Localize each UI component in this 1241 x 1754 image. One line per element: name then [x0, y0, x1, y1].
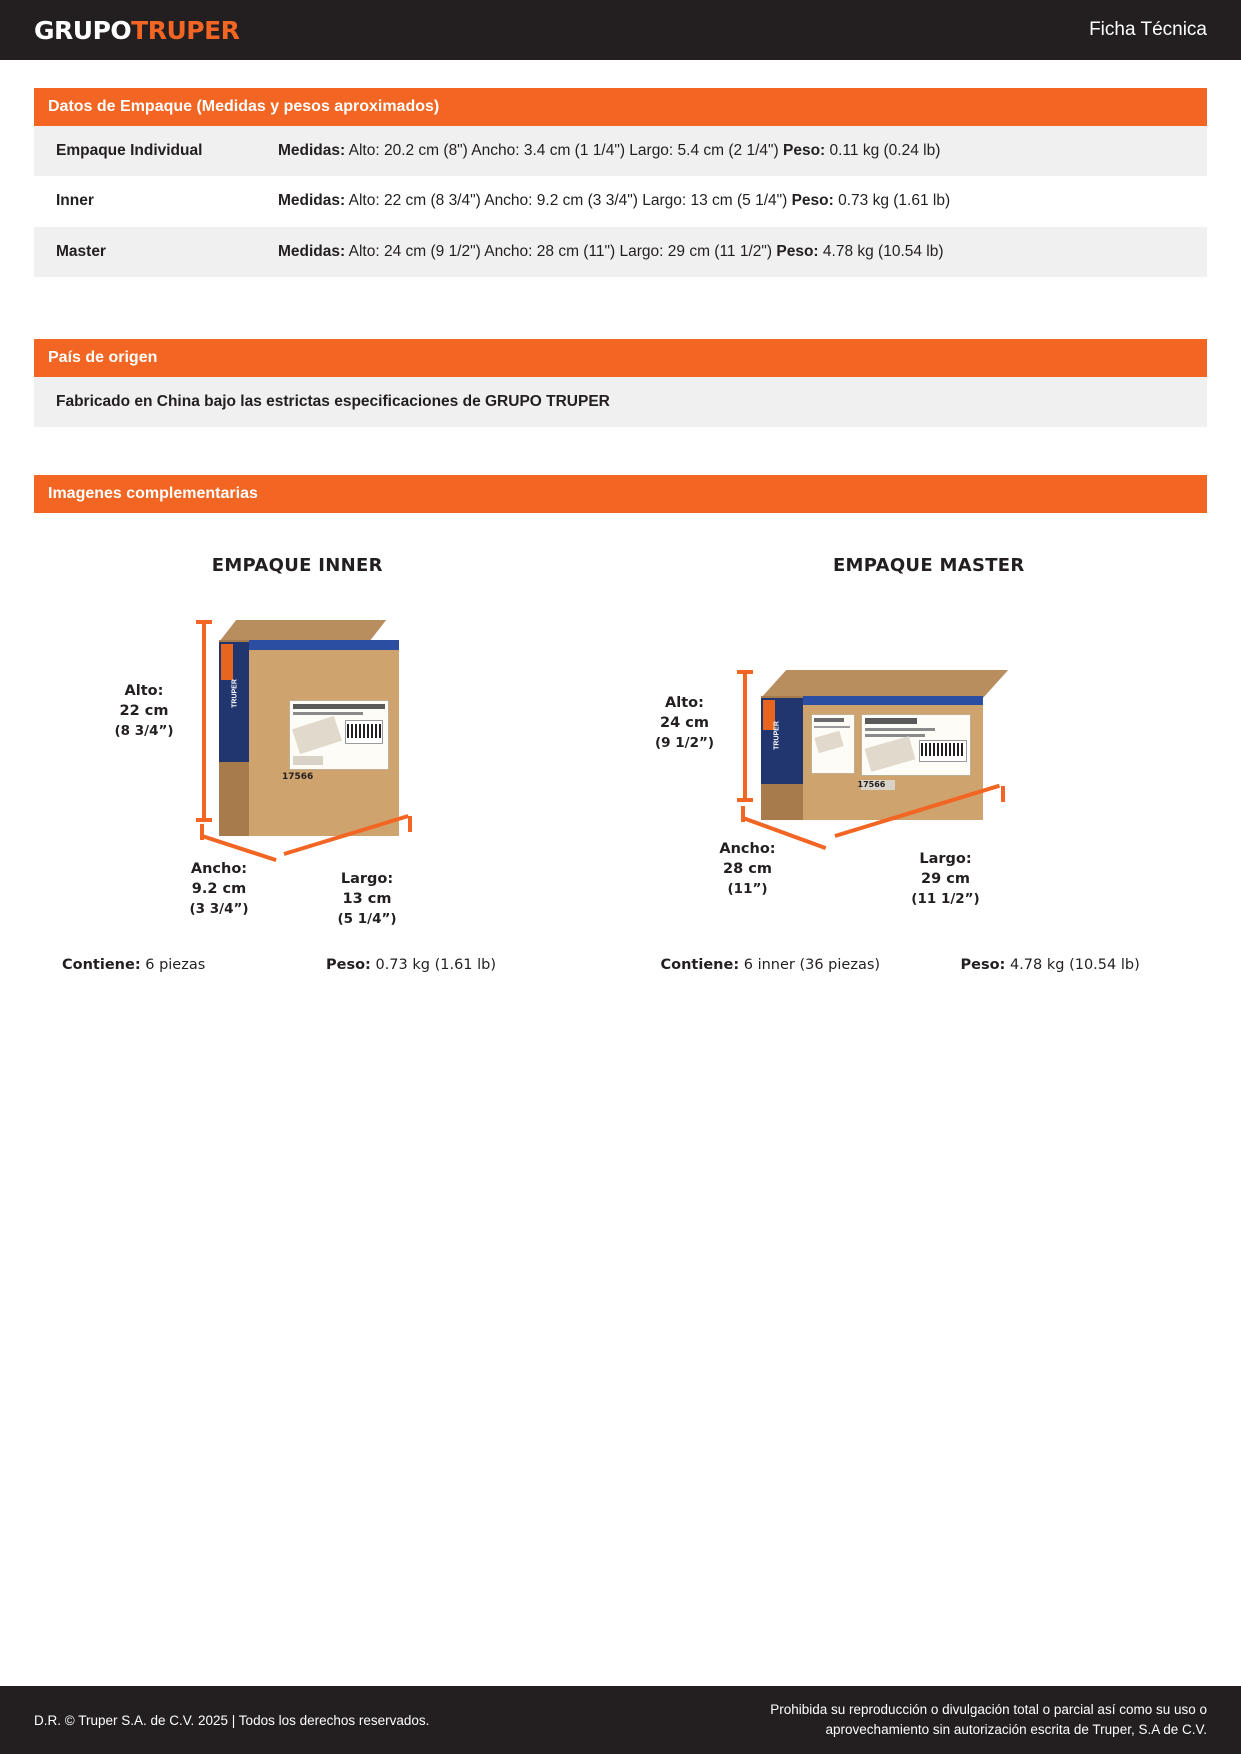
inner-peso-label: Peso: — [326, 957, 371, 974]
spacer — [34, 277, 1207, 339]
inner-carton-illustration — [219, 620, 449, 850]
table-row — [34, 126, 1207, 176]
inner-peso — [326, 957, 496, 973]
images-section-header: Imagenes complementarias — [34, 475, 1207, 513]
master-peso-value: 4.78 kg (10.54 lb) — [1005, 957, 1140, 974]
origin-text: Fabricado en China bajo las estrictas especificaciones de GRUPO TRUPER — [34, 377, 1207, 427]
page-header — [0, 0, 1241, 60]
master-box-brand: TRUPER — [773, 721, 780, 751]
row-value — [264, 227, 1207, 277]
master-contiene-label: Contiene: — [660, 957, 740, 974]
peso-value: 0.73 kg (1.61 lb) — [833, 192, 951, 210]
origin-section-header: País de origen — [34, 339, 1207, 377]
inner-diagram — [34, 602, 621, 1002]
medidas-value: Alto: 22 cm (8 3/4") Ancho: 9.2 cm (3 3/4") Largo: 13 cm (5 1/4") — [345, 192, 792, 210]
master-alto-inch: (9 1/2”) — [654, 734, 715, 751]
page-title: Ficha Técnica — [1089, 19, 1207, 40]
master-peso-label: Peso: — [960, 957, 1006, 974]
master-diagram — [621, 602, 1208, 1002]
inner-ancho-label: Ancho: — [190, 861, 248, 878]
logo-grupo-text: GRUPO — [34, 15, 132, 45]
medidas-label: Medidas: — [278, 242, 346, 260]
row-label: Master — [56, 242, 106, 260]
master-package-figure — [621, 555, 1208, 1002]
medidas-label: Medidas: — [278, 142, 346, 159]
inner-largo-inch: (5 1/4”) — [337, 910, 397, 927]
master-box-code: 17566 — [857, 780, 886, 790]
page-content — [0, 60, 1241, 1002]
inner-box-brand: TRUPER — [231, 679, 239, 709]
inner-contiene — [62, 957, 205, 973]
inner-contiene-value: 6 piezas — [140, 957, 206, 974]
master-largo-value: 29 cm — [921, 870, 970, 887]
master-package-title: EMPAQUE MASTER — [832, 555, 1025, 577]
master-contiene — [661, 957, 881, 973]
row-value — [264, 176, 1207, 226]
medidas-value: Alto: 24 cm (9 1/2") Ancho: 28 cm (11") Largo: 29 cm (11 1/2") — [345, 242, 777, 260]
packaging-table — [34, 126, 1207, 277]
master-ancho-text — [693, 840, 803, 897]
inner-package-figure — [34, 555, 621, 1002]
master-peso — [961, 957, 1140, 973]
master-ancho-inch: (11”) — [727, 880, 768, 897]
footer-copyright: D.R. © Truper S.A. de C.V. 2025 | Todos los derechos reservados. — [34, 1712, 430, 1728]
inner-alto-arrow — [202, 622, 206, 822]
inner-largo-cap — [408, 816, 412, 832]
spacer — [34, 427, 1207, 475]
master-ancho-cap — [741, 806, 745, 822]
inner-largo-text — [312, 870, 422, 927]
medidas-label: Medidas: — [278, 192, 346, 210]
master-largo-cap — [1001, 786, 1005, 802]
footer-legal — [770, 1700, 1207, 1739]
inner-alto-text — [94, 682, 194, 739]
brand-logo — [34, 16, 239, 45]
master-contiene-value: 6 inner (36 piezas) — [739, 957, 881, 974]
master-alto-text — [635, 694, 735, 751]
table-row — [34, 227, 1207, 277]
inner-package-title: EMPAQUE INNER — [211, 555, 383, 577]
row-value — [264, 126, 1207, 176]
master-largo-label: Largo: — [919, 851, 972, 868]
master-ancho-value: 28 cm — [723, 860, 772, 877]
table-row — [34, 176, 1207, 226]
footer-legal-line2: aprovechamiento sin autorización escrita de Truper, S.A de C.V. — [825, 1722, 1207, 1737]
footer-legal-line1: Prohibida su reproducción o divulgación total o parcial así como su uso o — [770, 1702, 1207, 1718]
peso-label: Peso: — [776, 242, 819, 260]
master-ancho-label: Ancho: — [719, 841, 776, 858]
master-alto-cap-bottom — [737, 798, 753, 802]
master-largo-text — [891, 850, 1001, 907]
inner-alto-cap-bottom — [196, 818, 212, 822]
medidas-value: Alto: 20.2 cm (8") Ancho: 3.4 cm (1 1/4") Largo: 5.4 cm (2 1/4") — [345, 142, 783, 159]
master-alto-cap-top — [737, 670, 753, 674]
peso-value: 0.11 kg (0.24 lb) — [825, 142, 941, 159]
inner-alto-inch: (8 3/4”) — [114, 722, 174, 739]
inner-alto-cap-top — [196, 620, 212, 624]
packaging-images — [34, 555, 1207, 1002]
master-alto-value: 24 cm — [660, 714, 709, 731]
row-label: Inner — [56, 192, 94, 210]
inner-box-code: 17566 — [282, 772, 314, 783]
master-alto-label: Alto: — [665, 695, 704, 712]
inner-ancho-value: 9.2 cm — [191, 880, 247, 897]
packaging-section-header: Datos de Empaque (Medidas y pesos aproximados) — [34, 88, 1207, 126]
peso-value: 4.78 kg (10.54 lb) — [818, 242, 944, 260]
peso-label: Peso: — [791, 192, 834, 210]
page-footer — [0, 1686, 1241, 1754]
inner-ancho-cap — [200, 824, 204, 840]
master-largo-inch: (11 1/2”) — [911, 890, 980, 907]
inner-ancho-inch: (3 3/4”) — [189, 900, 249, 917]
peso-label: Peso: — [782, 142, 826, 159]
inner-ancho-text — [164, 860, 274, 917]
master-alto-arrow — [743, 672, 747, 802]
inner-peso-value: 0.73 kg (1.61 lb) — [370, 957, 497, 974]
row-label: Empaque Individual — [56, 142, 203, 159]
inner-alto-label: Alto: — [124, 683, 164, 700]
inner-largo-label: Largo: — [340, 871, 394, 888]
inner-largo-value: 13 cm — [342, 890, 392, 907]
inner-alto-value: 22 cm — [119, 702, 169, 719]
logo-truper-text: TRUPER — [131, 15, 240, 45]
inner-contiene-label: Contiene: — [62, 957, 141, 974]
